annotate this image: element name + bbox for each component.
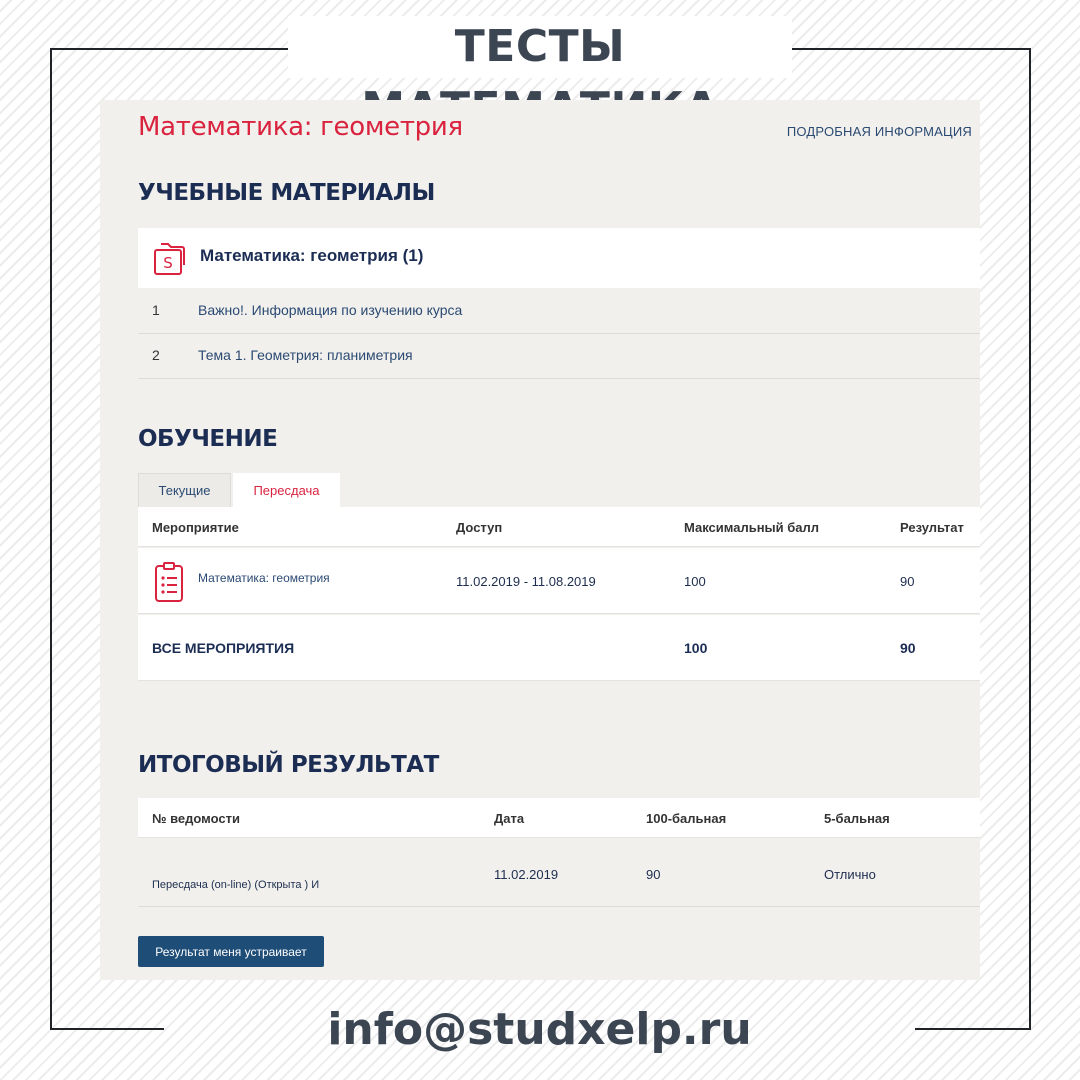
sheet-name: Пересдача (on-line) (Открыта ) И: [152, 879, 320, 891]
frame-line: [50, 48, 52, 1030]
final-result-heading: ИТОГОВЫЙ РЕЗУЛЬТАТ: [138, 752, 439, 778]
table-row: [138, 548, 980, 614]
score-5: Отлично: [824, 867, 876, 882]
table-row: [138, 839, 980, 907]
frame-line: [1029, 48, 1031, 1030]
materials-folder-title: Математика: геометрия (1): [200, 246, 424, 265]
table-header: [138, 798, 980, 838]
column-header: № ведомости: [152, 811, 240, 826]
list-item[interactable]: [138, 334, 980, 379]
column-header: Дата: [494, 811, 525, 826]
column-header: Мероприятие: [152, 520, 239, 535]
details-link[interactable]: ПОДРОБНАЯ ИНФОРМАЦИЯ: [786, 124, 972, 139]
column-header: Результат: [900, 520, 964, 535]
folder-s-icon: [152, 240, 186, 276]
materials-folder[interactable]: [138, 228, 980, 288]
total-label: ВСЕ МЕРОПРИЯТИЯ: [152, 640, 295, 656]
total-max-score: 100: [684, 640, 708, 656]
banner-title: ТЕСТЫ: [288, 16, 792, 78]
tab-retake[interactable]: Пересдача: [233, 473, 340, 507]
column-header: Максимальный балл: [684, 520, 820, 535]
materials-heading: УЧЕБНЫЕ МАТЕРИАЛЫ: [138, 180, 435, 206]
clipboard-list-icon: [154, 561, 184, 603]
column-header: Доступ: [456, 520, 503, 535]
material-link[interactable]: Важно!. Информация по изучению курса: [198, 302, 463, 318]
item-number: 1: [152, 302, 160, 318]
accept-result-button[interactable]: Результат меня устраивает: [138, 936, 324, 967]
material-link[interactable]: Тема 1. Геометрия: планиметрия: [198, 347, 413, 363]
frame-line: [792, 48, 1031, 50]
table-total-row: [138, 615, 980, 681]
column-header: 100-бальная: [646, 811, 727, 826]
learning-heading: ОБУЧЕНИЕ: [138, 426, 278, 452]
svg-text:S: S: [163, 254, 173, 272]
access-period: 11.02.2019 - 11.08.2019: [456, 574, 596, 589]
result-score: 90: [900, 574, 915, 589]
tab-current[interactable]: Текущие: [138, 473, 231, 507]
event-link[interactable]: Математика: геометрия: [198, 571, 330, 585]
list-item[interactable]: [138, 289, 980, 334]
frame-line: [50, 48, 288, 50]
column-header: 5-бальная: [824, 811, 890, 826]
course-page: [100, 100, 980, 980]
frame-line: [50, 1028, 164, 1030]
total-result: 90: [900, 640, 916, 656]
max-score: 100: [684, 574, 706, 589]
contact-email: info@studxelp.ru: [327, 1004, 752, 1055]
frame-line: [915, 1028, 1031, 1030]
course-title: Математика: геометрия: [138, 112, 463, 142]
item-number: 2: [152, 347, 160, 363]
table-header: [138, 507, 980, 547]
result-date: 11.02.2019: [494, 867, 559, 882]
score-100: 90: [646, 867, 661, 882]
